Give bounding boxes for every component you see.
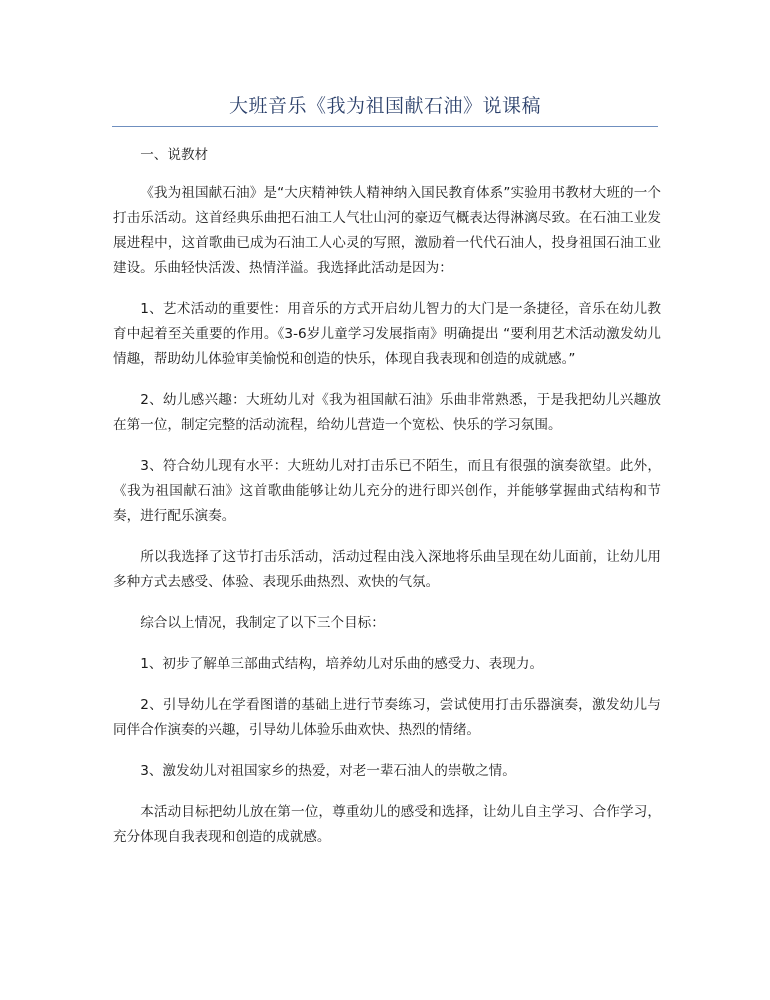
goal-item: 2、引导幼儿在学看图谱的基础上进行节奏练习，尝试使用打击乐器演奏，激发幼儿与同伴合作演奏的兴趣，引导幼儿体验乐曲欢快、热烈的情绪。 bbox=[113, 697, 661, 738]
paragraph: 本活动目标把幼儿放在第一位，尊重幼儿的感受和选择，让幼儿自主学习、合作学习，充分体现自我表现和创造的成就感。 bbox=[113, 804, 661, 845]
paragraph: 所以我选择了这节打击乐活动，活动过程由浅入深地将乐曲呈现在幼儿面前，让幼儿用多种方式去感受、体验、表现乐曲热烈、欢快的气氛。 bbox=[113, 549, 661, 590]
paragraph: 2、幼儿感兴趣：大班幼儿对《我为祖国献石油》乐曲非常熟悉，于是我把幼儿兴趣放在第一位，制定完整的活动流程，给幼儿营造一个宽松、快乐的学习氛围。 bbox=[113, 392, 661, 433]
paragraph: 《我为祖国献石油》是“大庆精神铁人精神纳入国民教育体系”实验用书教材大班的一个打击乐活动。这首经典乐曲把石油工人气壮山河的豪迈气概表达得淋漓尽致。在石油工业发展进程中，这首歌曲已成为石油工人心灵的写照，激励着一代代石油人，投身祖国石油工业建设。乐曲轻快活泼、热情洋溢。我选择此活动是因为： bbox=[113, 185, 661, 276]
document-title: 大班音乐《我为祖国献石油》说课稿 bbox=[228, 95, 541, 117]
title-underline bbox=[112, 126, 658, 127]
paragraph: 综合以上情况，我制定了以下三个目标： bbox=[140, 615, 385, 631]
paragraph: 1、艺术活动的重要性：用音乐的方式开启幼儿智力的大门是一条捷径，音乐在幼儿教育中起着至关重要的作用。《3-6岁儿童学习发展指南》明确提出 “要利用艺术活动激发幼儿情趣，帮助幼儿体验审美愉悦和创造的快乐，体现自我表现和创造的成就感。” bbox=[113, 301, 661, 367]
paragraph: 3、符合幼儿现有水平：大班幼儿对打击乐已不陌生，而且有很强的演奏欲望。此外，《我为祖国献石油》这首歌曲能够让幼儿充分的进行即兴创作，并能够掌握曲式结构和节奏，进行配乐演奏。 bbox=[113, 458, 661, 524]
goal-item: 1、初步了解单三部曲式结构，培养幼儿对乐曲的感受力、表现力。 bbox=[140, 656, 544, 672]
document-body bbox=[113, 143, 661, 866]
section-heading: 一、说教材 bbox=[140, 147, 209, 163]
goal-item: 3、激发幼儿对祖国家乡的热爱，对老一辈石油人的崇敬之情。 bbox=[140, 763, 516, 779]
